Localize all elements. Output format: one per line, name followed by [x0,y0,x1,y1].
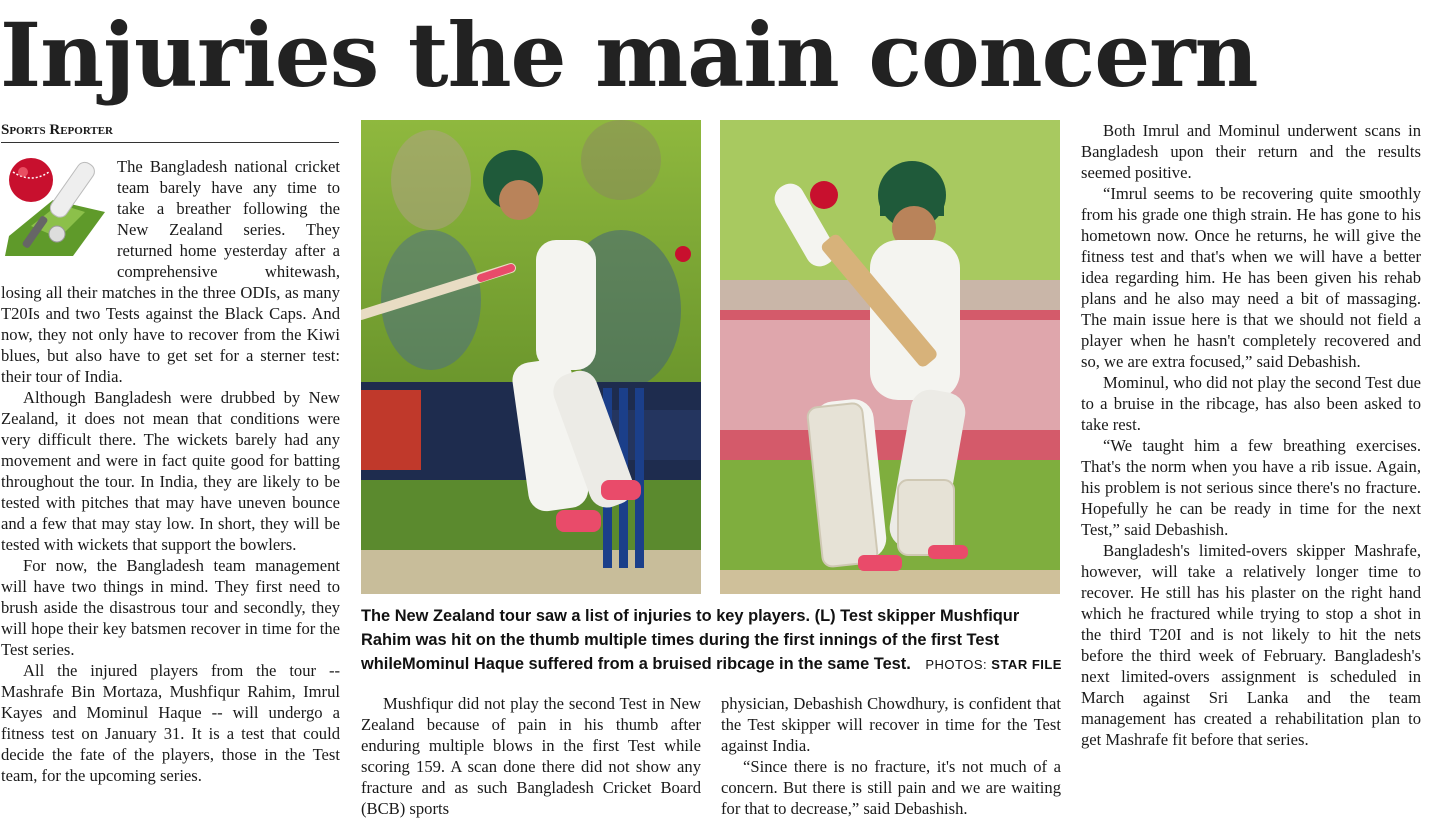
caption-text: The New Zealand tour saw a list of injuries to key players. (L) Test skipper Mushfiqur Rahim was hit on the thumb multiple times during the first innings of the first Test whileMominul Haque suffered from a bruised ribcage in the same Test. [361,607,1020,673]
paragraph: “Imrul seems to be recovering quite smoothly from his grade one thigh strain. He has gone to his hometown now. Once he returns, he will give the fitness test and that's when we will have a better idea regarding him. He has been given his rehab plans and he also may need a bit of massaging. The main issue here is that we should not field a player when he hasn't completely recovered and so, we are extra focused,” said Debashish. [1081,184,1421,371]
headline: Injuries the main concern [0,3,1258,107]
paragraph: Although Bangladesh were drubbed by New Zealand, it does not mean that conditions were very difficult there. The wickets barely had any movement and were in fact quite good for batting throughout the tour. In India, they are likely to be tested with pitches that may have uneven bounce and a few that may stay low. In short, they will be tested with wickets that support the bowlers. [1,388,340,554]
article-column-3 [361,693,701,823]
mominul-batting-photo [720,120,1060,594]
cricket-ball-bat-icon [1,156,113,262]
paragraph: “We taught him a few breathing exercises. That's the norm when you have a rib issue. Again, his problem is not serious since there's no fracture. Hopefully he can be ready in time for the next Test,” said Debashish. [1081,436,1421,539]
credit-source: STAR FILE [991,657,1062,672]
photo-caption [361,604,1062,677]
paragraph: All the injured players from the tour -- Mashrafe Bin Mortaza, Mushfiqur Rahim, Imrul Kayes and Mominul Haque -- will undergo a fitness test on January 31. It is a test that could decide the fate of the players, those in the Test team, for the upcoming series. [1,661,340,785]
article-column-1 [1,156,340,821]
photo-credit [925,657,1062,672]
mushfiqur-batting-photo [361,120,701,594]
paragraph: The Bangladesh national cricket team barely have any time to take a breather following the New Zealand series. They returned home yesterday after a comprehensive whitewash, losing all their matches in the three ODIs, as many T20Is and two Tests against the Black Caps. And now, they not only have to recover from the Kiwi blues, but also have to get set for a sterner test: their tour of India. [1,157,340,386]
paragraph: Mominul, who did not play the second Test due to a bruise in the ribcage, has also been asked to take rest. [1081,373,1421,434]
paragraph: Mushfiqur did not play the second Test in New Zealand because of pain in his thumb after enduring multiple blows in the first Test while scoring 159. A scan done there did not show any fracture and as such Bangladesh Cricket Board (BCB) sports [361,694,701,818]
article-column-5 [1081,120,1421,823]
paragraph: “Since there is no fracture, it's not much of a concern. But there is still pain and we are waiting for that to decrease,” said Debashish. [721,757,1061,818]
paragraph: physician, Debashish Chowdhury, is confident that the Test skipper will recover in time for the Test against India. [721,694,1061,755]
paragraph: Both Imrul and Mominul underwent scans in Bangladesh upon their return and the results seemed positive. [1081,121,1421,182]
article-column-4 [721,693,1061,823]
byline: Sports Reporter [1,122,339,143]
credit-label: PHOTOS: [925,657,988,672]
paragraph: Bangladesh's limited-overs skipper Mashrafe, however, will take a relatively longer time to recover. He still has his plaster on the right hand which he fractured while trying to stop a shot in the third T20I and is not likely to hit the nets before the third week of February. Bangladesh's next limited-overs assignment is scheduled in March against Sri Lanka and the team management has created a rehabilitation plan to get Mashrafe fit before that series. [1081,541,1421,749]
paragraph: For now, the Bangladesh team management will have two things in mind. They first need to brush aside the disastrous tour and secondly, they will hope their key batsmen recover in time for the Test series. [1,556,340,659]
